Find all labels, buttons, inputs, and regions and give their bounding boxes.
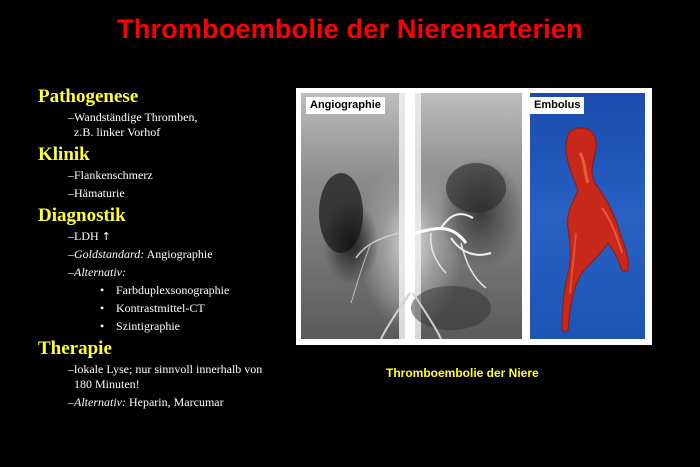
section-therapie [38, 338, 338, 410]
list-item [38, 110, 338, 125]
list-item [38, 186, 338, 201]
item-text: Hämaturie [74, 186, 125, 200]
item-text: LDH [74, 229, 99, 243]
list-item-continuation [38, 377, 338, 392]
dash-bullet: – [68, 110, 74, 124]
embolus-image [530, 93, 645, 339]
dash-bullet: – [68, 229, 74, 243]
dash-bullet: – [68, 247, 74, 261]
image-caption: Thromboembolie der Niere [386, 366, 539, 380]
list-item-ldh [38, 229, 338, 244]
angiography-label: Angiographie [306, 97, 385, 114]
embolus-illustration [530, 93, 645, 339]
arrow-up-icon: ↑ [101, 230, 111, 243]
section-diagnostik [38, 205, 338, 334]
dash-bullet: – [68, 186, 74, 200]
item-text: Flankenschmerz [74, 168, 153, 182]
heading-diagnostik: Diagnostik [38, 205, 126, 226]
dot-bullet: • [100, 283, 105, 297]
alternativ-label: Alternativ: [74, 395, 126, 409]
list-item-goldstandard [38, 247, 338, 262]
sub-list-item [38, 319, 338, 334]
section-pathogenese [38, 86, 338, 140]
alternativ-value: Heparin, Marcumar [128, 395, 224, 409]
slide-content [38, 86, 338, 413]
item-text: Farbduplexsonographie [116, 283, 230, 297]
alternativ-label: Alternativ: [74, 265, 126, 279]
list-item-alternativ [38, 265, 338, 280]
angiography-illustration [301, 93, 522, 339]
angiography-image [301, 93, 522, 339]
goldstandard-value: Angiographie [146, 247, 213, 261]
dash-bullet: – [68, 168, 74, 182]
sub-list-item [38, 301, 338, 316]
dash-bullet: – [68, 395, 74, 409]
list-item [38, 168, 338, 183]
dot-bullet: • [100, 301, 105, 315]
heading-therapie: Therapie [38, 338, 112, 359]
item-text: lokale Lyse; nur sinnvoll innerhalb von [74, 362, 263, 376]
slide-title: Thromboembolie der Nierenarterien [117, 14, 583, 44]
list-item-continuation [38, 125, 338, 140]
goldstandard-label: Goldstandard: [74, 247, 145, 261]
item-text: Szintigraphie [116, 319, 180, 333]
item-text: 180 Minuten! [74, 377, 140, 391]
heading-klinik: Klinik [38, 144, 90, 165]
list-item [38, 395, 338, 410]
heading-pathogenese: Pathogenese [38, 86, 139, 107]
list-item [38, 362, 338, 377]
item-text: Kontrastmittel-CT [116, 301, 205, 315]
item-text: z.B. linker Vorhof [74, 125, 161, 139]
image-panel [296, 88, 652, 345]
item-text: Wandständige Thromben, [74, 110, 198, 124]
dash-bullet: – [68, 362, 74, 376]
embolus-label: Embolus [530, 97, 584, 114]
sub-list-item [38, 283, 338, 298]
section-klinik [38, 144, 338, 201]
dash-bullet: – [68, 265, 74, 279]
dot-bullet: • [100, 319, 105, 333]
